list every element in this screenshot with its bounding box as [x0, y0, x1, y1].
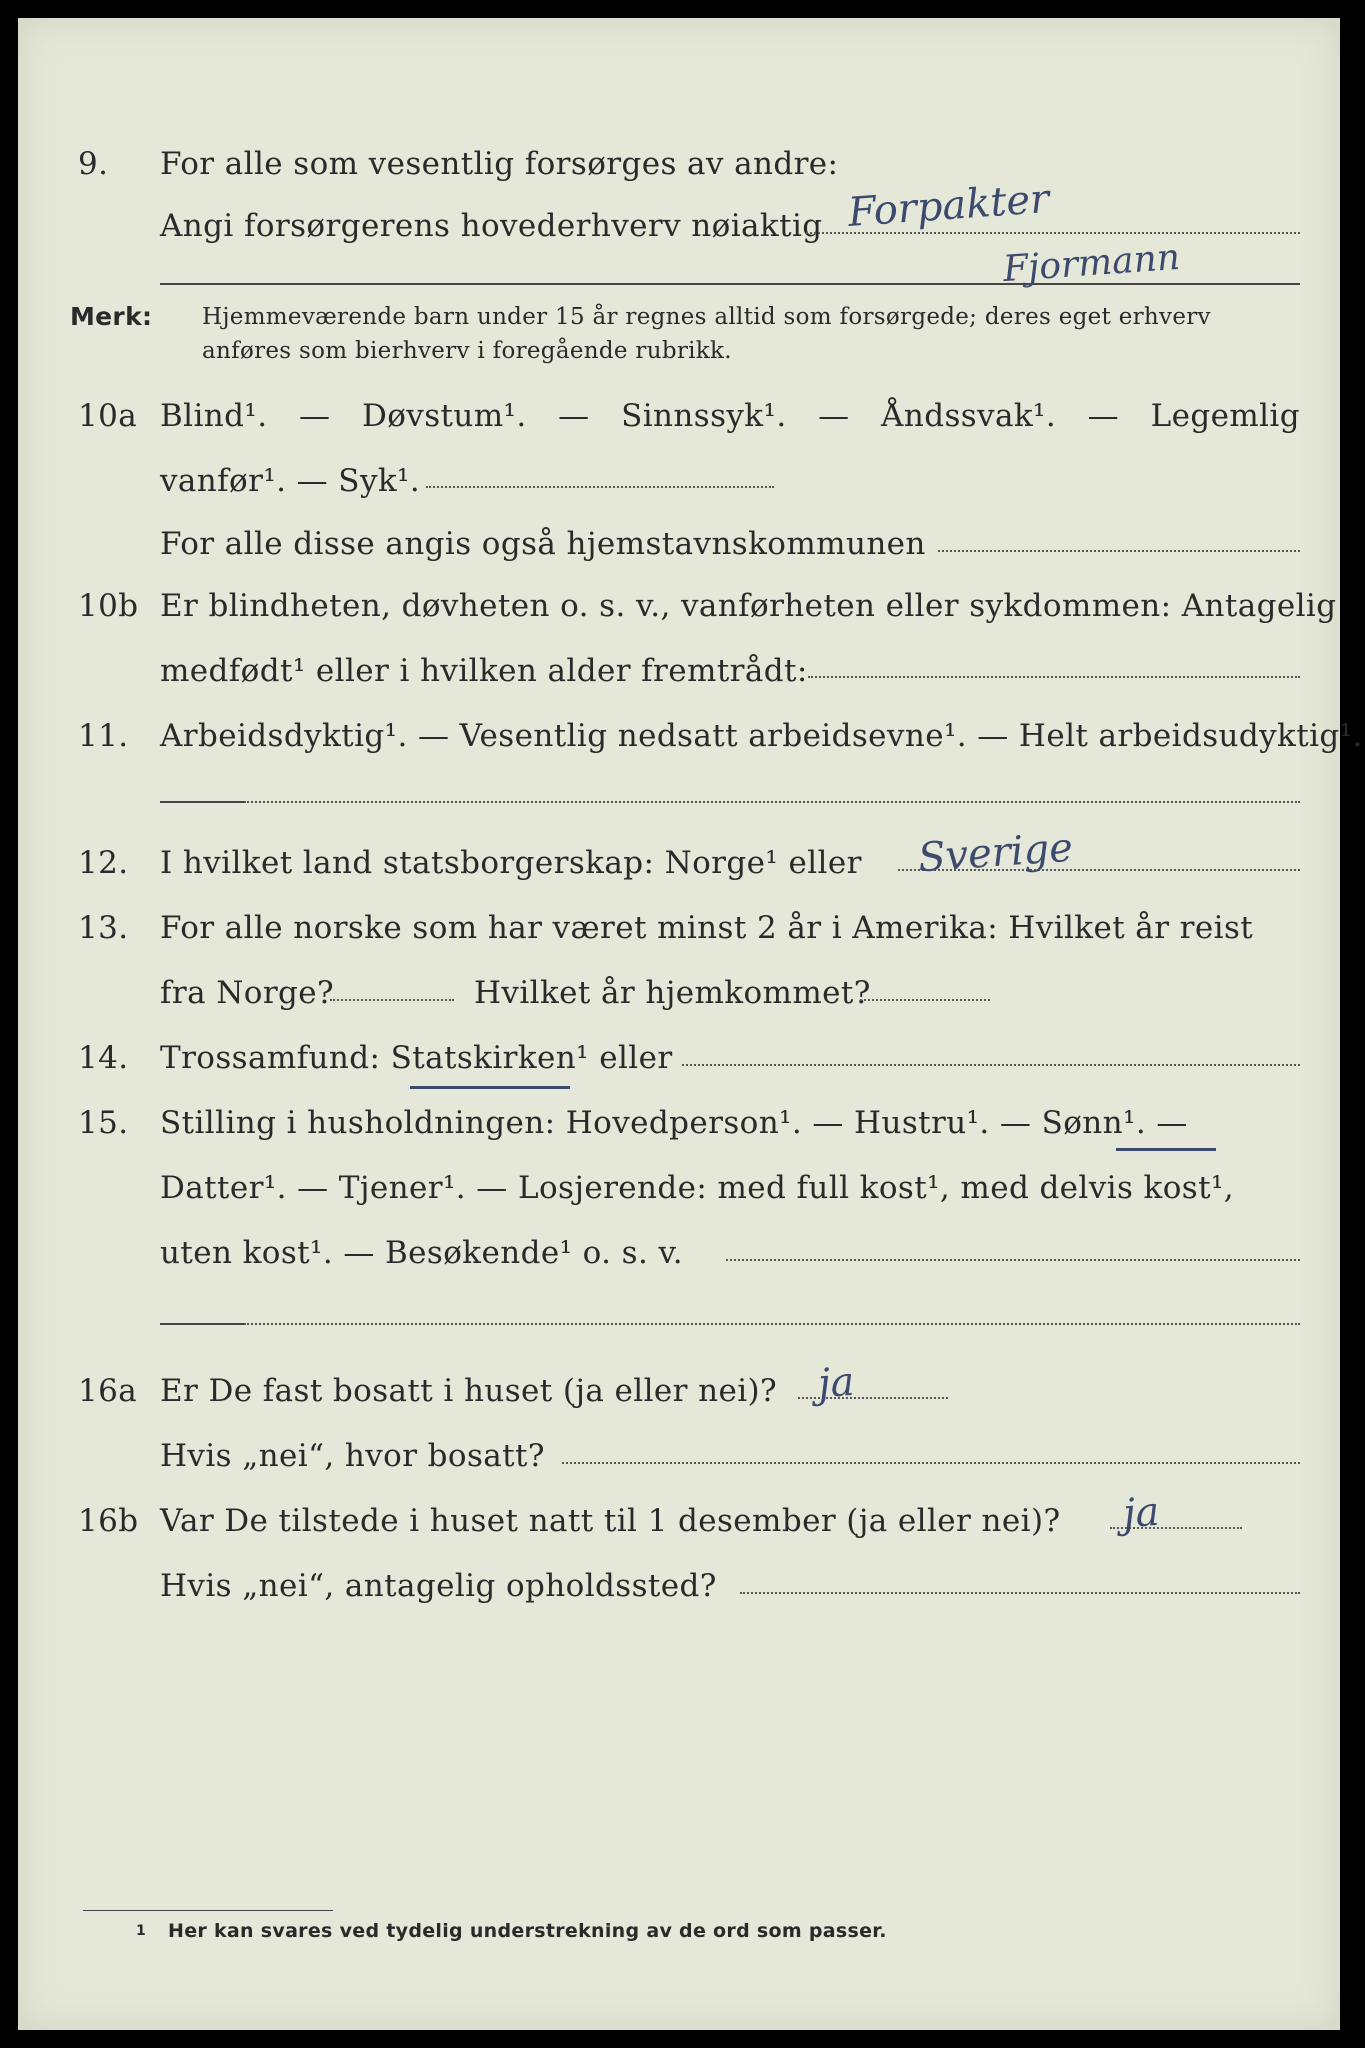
answer-line[interactable] [938, 550, 1300, 552]
handwritten-answer: ja [1121, 1488, 1161, 1538]
footnote-mark: 1 [136, 1923, 147, 1939]
option: Åndssvak¹. [881, 398, 1057, 434]
option: Blind¹. [160, 398, 268, 434]
question-text: Datter¹. — Tjener¹. — Losjerende: med full kost¹, med delvis kost¹, [160, 1170, 1235, 1206]
footnote-rule [83, 1910, 333, 1911]
dash: — [558, 398, 590, 434]
question-text: vanfør¹. — Syk¹. [160, 463, 421, 499]
answer-line[interactable] [808, 676, 1300, 678]
footnote-text: Her kan svares ved tydelig understrekning av de ord som passer. [168, 1920, 887, 1942]
question-text: For alle norske som har været minst 2 år i Amerika: Hvilket år reist [160, 910, 1254, 946]
option: Døvstum¹. [361, 398, 527, 434]
merk-text: Hjemmeværende barn under 15 år regnes alltid som forsørgede; deres eget erhverv [202, 304, 1211, 330]
handwritten-underline [1116, 1148, 1216, 1151]
question-text: Var De tilstede i huset natt til 1 desember (ja eller nei)? [160, 1503, 1061, 1539]
form-page [18, 18, 1363, 2030]
answer-line[interactable] [726, 1259, 1300, 1261]
question-text: uten kost¹. — Besøkende¹ o. s. v. [160, 1235, 683, 1271]
answer-line[interactable] [244, 801, 1300, 803]
question-text: For alle som vesentlig forsørges av andre: [160, 146, 839, 182]
option: Legemlig [1150, 398, 1300, 434]
question-text: Angi forsørgerens hovederhverv nøiaktig [160, 208, 823, 244]
item-number: 11. [78, 718, 129, 754]
item-number: 10a [78, 398, 138, 434]
dash: — [299, 398, 331, 434]
answer-line[interactable] [330, 999, 454, 1001]
answer-line[interactable] [160, 1323, 244, 1325]
item-number: 12. [78, 845, 129, 881]
question-text: medfødt¹ eller i hvilken alder fremtrådt: [160, 653, 808, 689]
item-number: 16a [78, 1373, 138, 1409]
handwritten-answer: Forpakter [846, 176, 1051, 236]
dash: — [1087, 398, 1120, 434]
question-text: Er blindheten, døvheten o. s. v., vanførheten eller sykdommen: Antagelig [160, 588, 1337, 624]
item-number: 10b [78, 588, 139, 624]
item-number: 14. [78, 1040, 129, 1076]
handwritten-answer: ja [816, 1358, 856, 1408]
answer-line[interactable] [160, 801, 244, 803]
question-text: Stilling i husholdningen: Hovedperson¹. — Hustru¹. — Sønn¹. — [160, 1105, 1188, 1141]
answer-line[interactable] [562, 1462, 1300, 1464]
answer-line[interactable] [740, 1592, 1300, 1594]
answer-line[interactable] [426, 486, 774, 488]
question-text: I hvilket land statsborgerskap: Norge¹ eller [160, 845, 862, 881]
item-number: 13. [78, 910, 129, 946]
dash: — [818, 398, 850, 434]
question-text: Er De fast bosatt i huset (ja eller nei)? [160, 1373, 778, 1409]
handwritten-answer: Fjormann [1001, 236, 1182, 291]
merk-label: Merk: [70, 302, 153, 331]
question-text: fra Norge? [160, 975, 335, 1011]
question-text: Trossamfund: Statskirken¹ eller [160, 1040, 673, 1076]
answer-line[interactable] [682, 1064, 1300, 1066]
item-number: 16b [78, 1503, 139, 1539]
question-text [160, 398, 1300, 434]
question-text: Hvilket år hjemkommet? [474, 975, 871, 1011]
merk-text: anføres som bierhverv i foregående rubrikk. [202, 338, 732, 364]
handwritten-answer: Sverige [916, 824, 1075, 882]
answer-line[interactable] [244, 1323, 1300, 1325]
question-text: Arbeidsdyktig¹. — Vesentlig nedsatt arbeidsevne¹. — Helt arbeidsudyktig¹. [160, 718, 1363, 754]
answer-line[interactable] [860, 999, 990, 1001]
question-text: For alle disse angis også hjemstavnskommunen [160, 526, 926, 562]
option: Sinnssyk¹. [621, 398, 787, 434]
item-number: 9. [78, 146, 109, 182]
question-text: Hvis „nei“, antagelig opholdssted? [160, 1568, 717, 1604]
item-number: 15. [78, 1105, 129, 1141]
answer-line[interactable] [160, 283, 1300, 285]
question-text: Hvis „nei“, hvor bosatt? [160, 1438, 545, 1474]
handwritten-underline [410, 1086, 570, 1089]
